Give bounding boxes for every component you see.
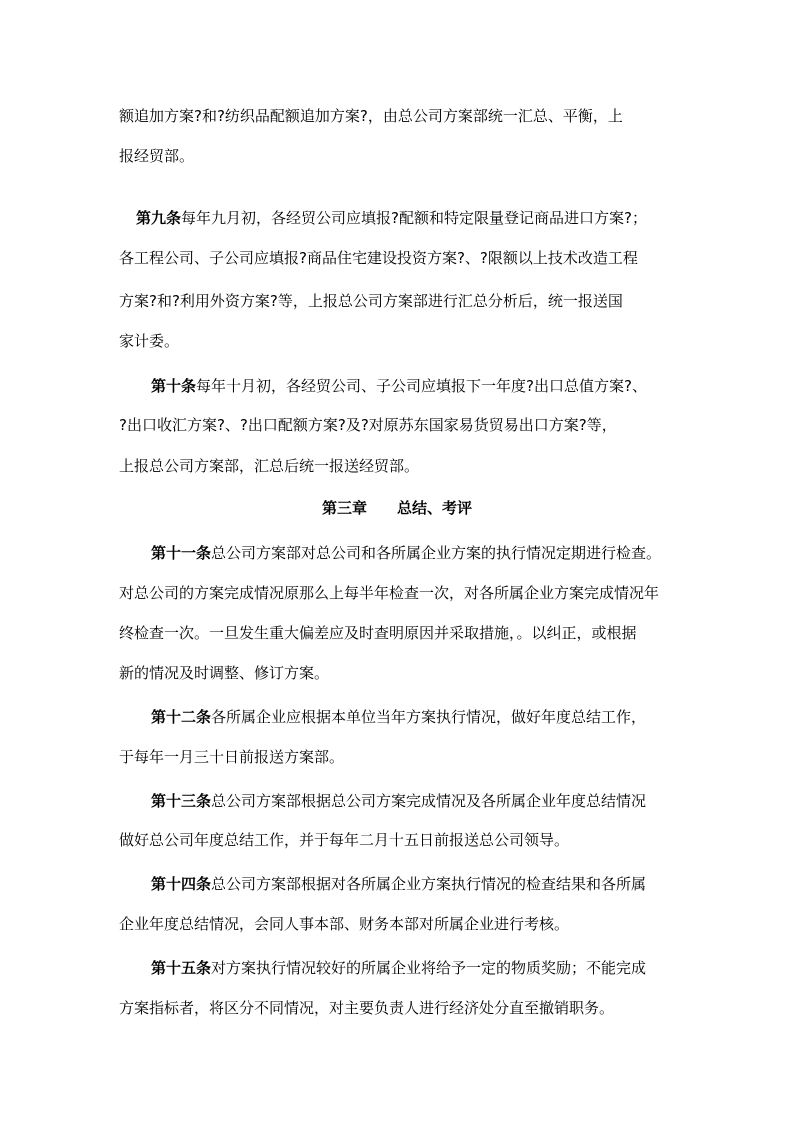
article-text: 对方案执行情况较好的所属企业将给予一定的物质奖励；不能完成 [211, 959, 647, 977]
text-line: 终检查一次。一旦发生重大偏差应及时查明原因并采取措施，。以纠正，或根据 [119, 624, 637, 642]
article-label: 第十一条 [151, 544, 212, 562]
article-label: 第十五条 [151, 959, 212, 977]
article-label: 第九条 [136, 209, 182, 227]
text-line: 于每年一月三十日前报送方案部。 [119, 748, 345, 766]
article-label: 第十三条 [151, 792, 212, 810]
text-line: 新的情况及时调整、修订方案。 [119, 664, 330, 682]
article-text: 总公司方案部根据对各所属企业方案执行情况的检查结果和各所属 [211, 875, 647, 893]
article-text: 总公司方案部根据总公司方案完成情况及各所属企业年度总结情况 [211, 792, 647, 810]
article-14 [151, 874, 646, 894]
article-12 [151, 707, 646, 727]
text-line: ?出口收汇方案?、?出口配额方案?及?对原苏东国家易货贸易出口方案?等， [119, 416, 617, 434]
article-text: 每年九月初，各经贸公司应填报?配额和特定限量登记商品进口方案?； [181, 209, 647, 227]
text-line: 方案?和?利用外资方案?等，上报总公司方案部进行汇总分析后，统一报送国 [119, 292, 623, 310]
text-line: 家计委。 [119, 332, 180, 350]
article-text: 各所属企业应根据本单位当年方案执行情况，做好年度总结工作， [211, 708, 647, 726]
article-label: 第十四条 [151, 875, 212, 893]
article-label: 第十条 [151, 377, 197, 395]
text-line: 上报总公司方案部，汇总后统一报送经贸部。 [119, 457, 420, 475]
article-11 [151, 543, 661, 563]
text-line: 额追加方案?和?纺织品配额追加方案?，由总公司方案部统一汇总、平衡，上 [119, 107, 623, 125]
text-line: 企业年度总结情况，会同人事本部、财务本部对所属企业进行考核。 [119, 915, 570, 933]
text-line: 各工程公司、子公司应填报?商品住宅建设投资方案?、?限额以上技术改造工程 [119, 249, 638, 267]
article-13 [151, 791, 646, 811]
article-label: 第十二条 [151, 708, 212, 726]
chapter-heading: 第三章 总结、考评 [321, 499, 472, 517]
article-text: 每年十月初，各经贸公司、子公司应填报下一年度?出口总值方案?、 [196, 377, 647, 395]
article-9 [136, 208, 647, 228]
text-line: 对总公司的方案完成情况原那么上每半年检查一次，对各所属企业方案完成情况年 [119, 584, 660, 602]
article-10 [151, 376, 647, 396]
text-line: 做好总公司年度总结工作，并于每年二月十五日前报送总公司领导。 [119, 831, 570, 849]
text-line: 方案指标者，将区分不同情况，对主要负责人进行经济处分直至撤销职务。 [119, 999, 615, 1017]
article-text: 总公司方案部对总公司和各所属企业方案的执行情况定期进行检查。 [211, 544, 662, 562]
text-line: 报经贸部。 [119, 147, 195, 165]
article-15 [151, 958, 646, 978]
